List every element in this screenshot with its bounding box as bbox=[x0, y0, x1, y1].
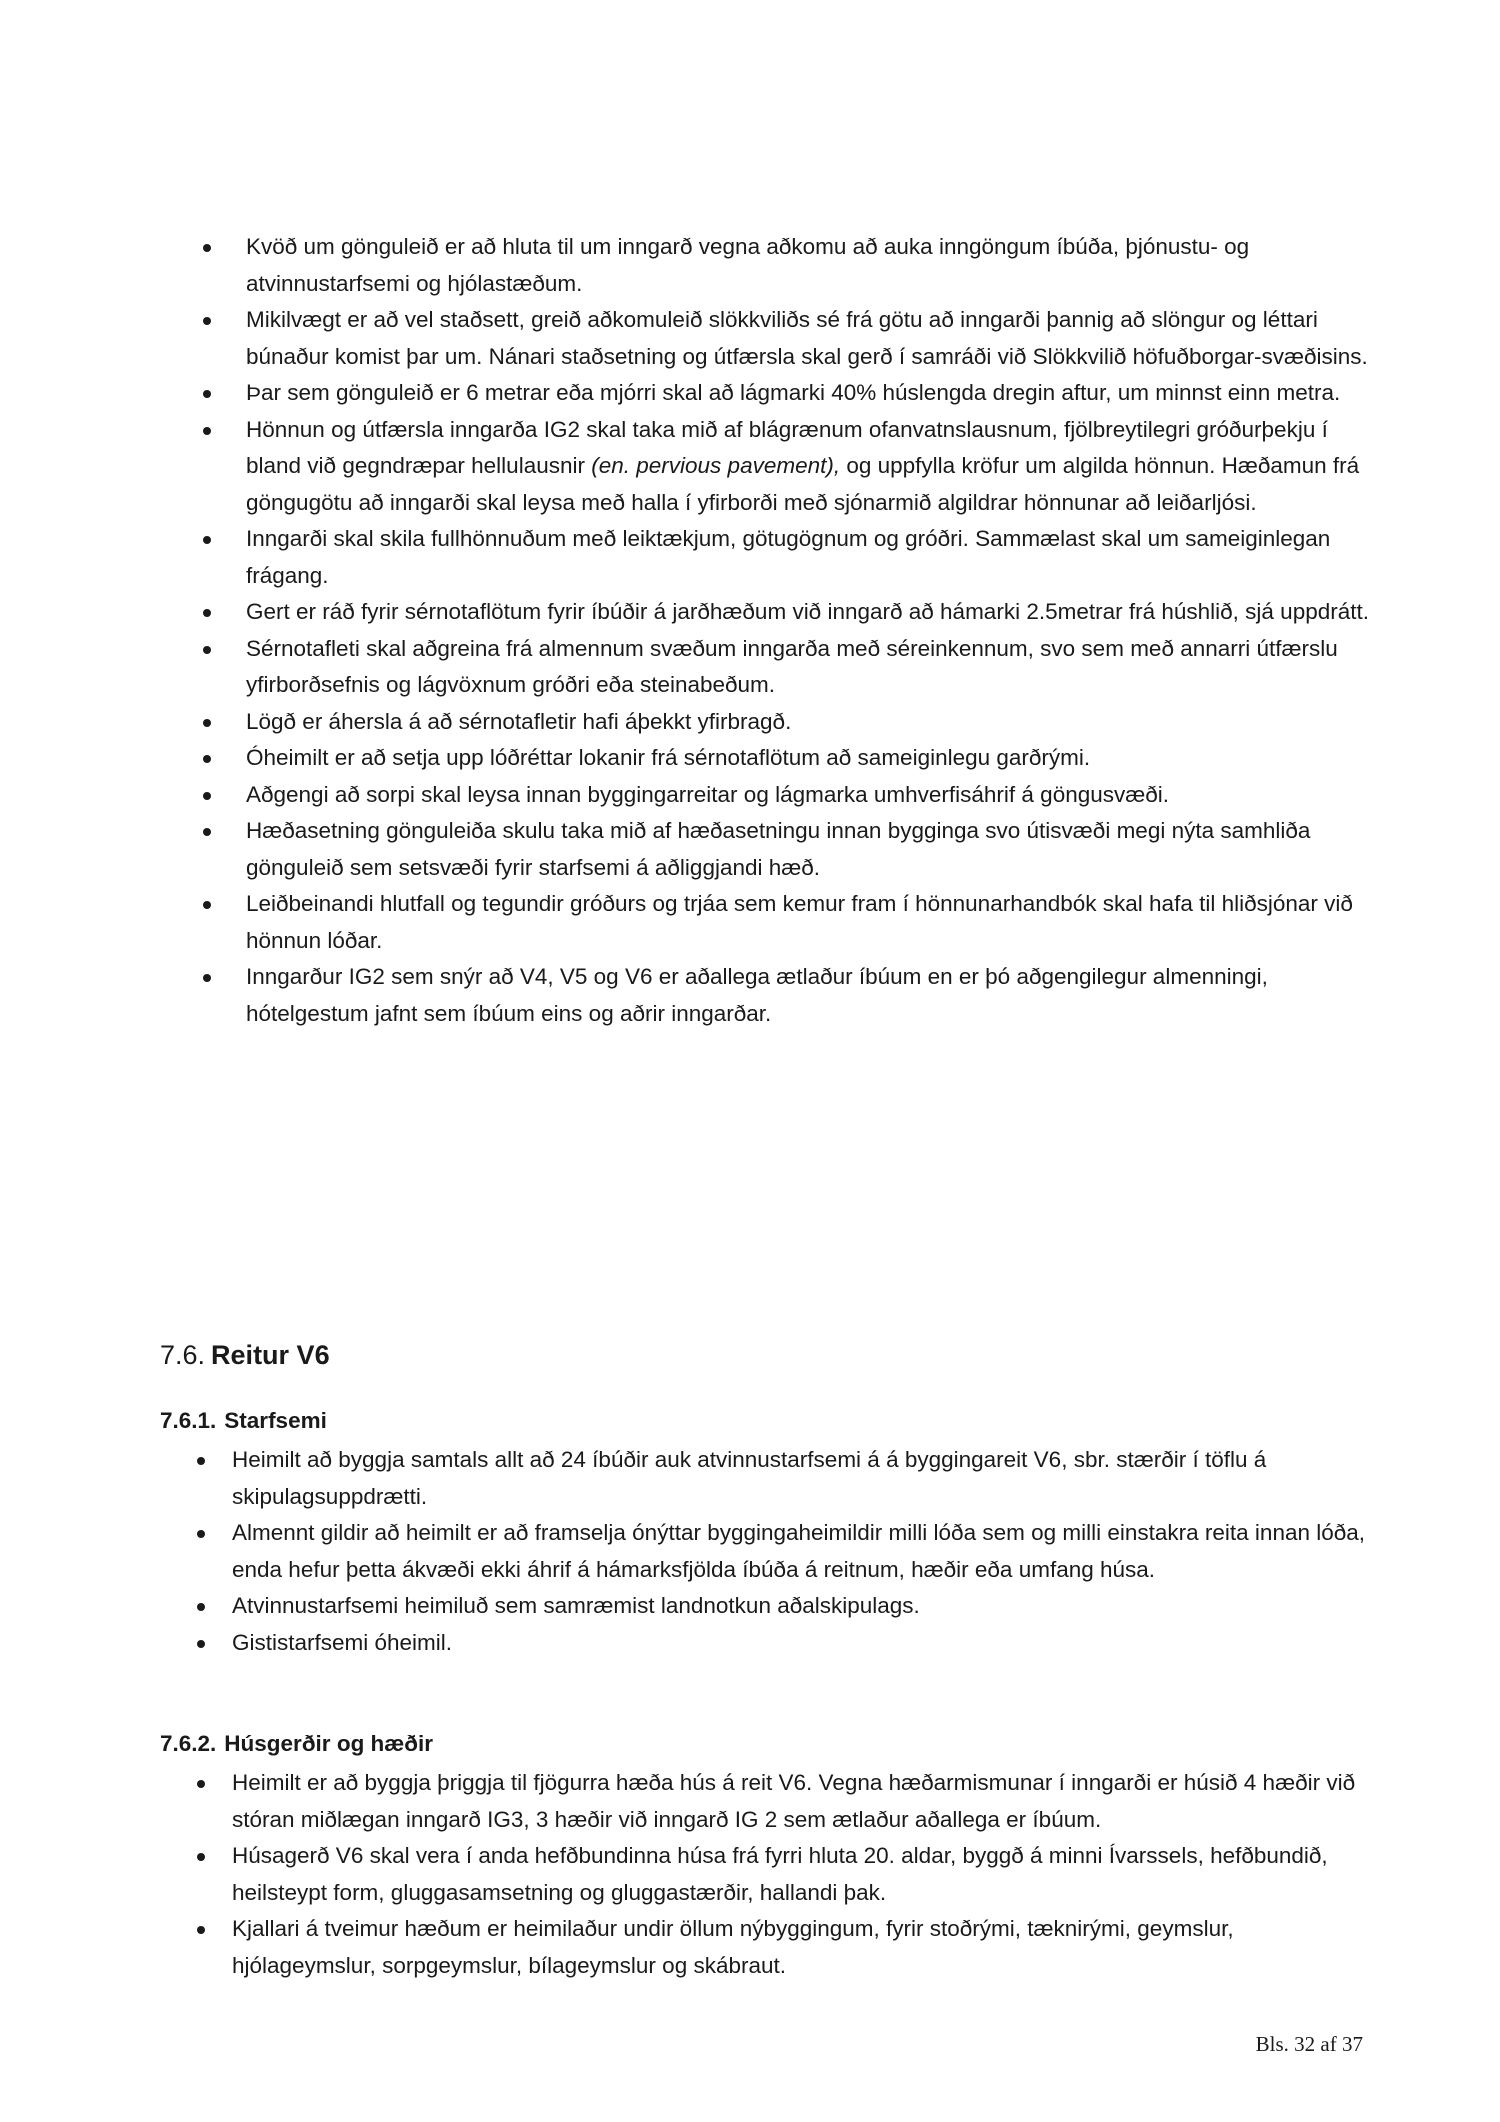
intro-bullet-list bbox=[246, 229, 1381, 1032]
list-item bbox=[232, 1765, 1382, 1838]
bullet-text-part: Hönnun og útfærsla inngarða IG2 skal taka mið af blágrænum ofanvatnslausnum, fjölbreytilegri gróðurþekju í bland við gegndræpar hellulausnir bbox=[246, 416, 1328, 478]
bullet-icon bbox=[203, 755, 211, 763]
bullet-text-italic: (en. pervious pavement), bbox=[591, 453, 841, 478]
bullet-icon bbox=[203, 792, 211, 800]
bullet-icon bbox=[203, 536, 211, 544]
bullet-text: Húsagerð V6 skal vera í anda hefðbundinna húsa frá fyrri hluta 20. aldar, byggð á minni Ívarssels, hefðbundið, heilsteypt form, gluggasamsetning og gluggastærðir, hallandi þak. bbox=[232, 1843, 1328, 1905]
bullet-text: Inngarður IG2 sem snýr að V4, V5 og V6 er aðallega ætlaður íbúum en er þó aðgengilegur almenningi, hótelgestum jafnt sem íbúum eins og aðrir inngarðar. bbox=[246, 964, 1268, 1026]
bullet-text: Mikilvægt er að vel staðsett, greið aðkomuleið slökkviliðs sé frá götu að inngarði þannig að slöngur og léttari búnaður komist þar um. Nánari staðsetning og útfærsla skal gerð í samráði við Slökkvilið höfuðborgar-svæðisins. bbox=[246, 307, 1368, 369]
bullet-icon bbox=[197, 1853, 205, 1861]
list-item bbox=[246, 740, 1381, 777]
bullet-text: Atvinnustarfsemi heimiluð sem samræmist landnotkun aðalskipulags. bbox=[232, 1593, 920, 1618]
list-item bbox=[232, 1911, 1382, 1984]
bullet-icon bbox=[197, 1530, 205, 1538]
list-item bbox=[232, 1515, 1382, 1588]
bullet-text: Aðgengi að sorpi skal leysa innan byggingarreitar og lágmarka umhverfisáhrif á göngusvæði. bbox=[246, 781, 1170, 807]
bullet-icon bbox=[197, 1457, 205, 1465]
list-item bbox=[246, 594, 1381, 631]
bullet-icon bbox=[197, 1780, 205, 1788]
list-item bbox=[232, 1625, 1382, 1662]
bullet-text: Heimilt að byggja samtals allt að 24 íbúðir auk atvinnustarfsemi á á byggingareit V6, sbr. stærðir í töflu á skipulagsuppdrætti. bbox=[232, 1447, 1267, 1509]
page-number: Bls. 32 af 37 bbox=[1255, 2032, 1363, 2056]
list-item bbox=[232, 1442, 1382, 1515]
list-item bbox=[246, 704, 1381, 741]
list-item bbox=[246, 412, 1381, 522]
bullet-text: Hæðasetning gönguleiða skulu taka mið af hæðasetningu innan bygginga svo útisvæði megi nýta samhliða gönguleið sem setsvæði fyrir starfsemi á aðliggjandi hæð. bbox=[246, 818, 1311, 880]
section-title: Reitur V6 bbox=[211, 1340, 330, 1370]
husgerdir-bullet-list bbox=[232, 1765, 1382, 1984]
bullet-text: Almennt gildir að heimilt er að framselja ónýttar byggingaheimildir milli lóða sem og milli einstakra reita innan lóða, enda hefur þetta ákvæði ekki áhrif á hámarksfjölda íbúða á reitnum, hæðir eða umfang húsa. bbox=[232, 1520, 1366, 1582]
bullet-text: Þar sem gönguleið er 6 metrar eða mjórri skal að lágmarki 40% húslengda dregin aftur, um minnst einn metra. bbox=[246, 380, 1341, 405]
bullet-icon bbox=[203, 901, 211, 909]
list-item bbox=[246, 521, 1381, 594]
bullet-icon bbox=[197, 1603, 205, 1611]
bullet-icon bbox=[203, 317, 211, 325]
list-item bbox=[246, 959, 1381, 1032]
bullet-icon bbox=[203, 427, 211, 435]
section-number: 7.6. bbox=[160, 1340, 206, 1370]
bullet-text: Kvöð um gönguleið er að hluta til um inngarð vegna aðkomu að auka inngöngum íbúða, þjónustu- og atvinnustarfsemi og hjólastæðum. bbox=[246, 234, 1250, 296]
subsection-heading-starfsemi bbox=[160, 1408, 327, 1434]
bullet-text: Kjallari á tveimur hæðum er heimilaður undir öllum nýbyggingum, fyrir stoðrými, tæknirými, geymslur, hjólageymslur, sorpgeymslur, bílageymslur og skábraut. bbox=[232, 1916, 1234, 1978]
list-item bbox=[246, 302, 1381, 375]
bullet-icon bbox=[203, 719, 211, 727]
starfsemi-bullet-list bbox=[232, 1442, 1382, 1661]
bullet-icon bbox=[203, 244, 211, 252]
list-item bbox=[246, 886, 1381, 959]
bullet-icon bbox=[197, 1640, 205, 1648]
list-item bbox=[232, 1588, 1382, 1625]
list-item bbox=[246, 813, 1381, 886]
bullet-text: Gert er ráð fyrir sérnotaflötum fyrir íbúðir á jarðhæðum við inngarð að hámarki 2.5metrar frá húshlið, sjá uppdrátt. bbox=[246, 599, 1369, 624]
list-item bbox=[246, 777, 1381, 814]
subsection-number: 7.6.2. bbox=[160, 1731, 217, 1756]
bullet-icon bbox=[203, 390, 211, 398]
bullet-text: Leiðbeinandi hlutfall og tegundir gróðurs og trjáa sem kemur fram í hönnunarhandbók skal hafa til hliðsjónar við hönnun lóðar. bbox=[246, 891, 1353, 953]
bullet-text-part: og uppfylla kröfur um algilda hönnun. Hæðamun frá göngugötu að inngarði skal leysa með halla í yfirborði með sjónarmið algildrar hönnunar að leiðarljósi. bbox=[246, 453, 1360, 515]
bullet-icon bbox=[203, 609, 211, 617]
subsection-number: 7.6.1. bbox=[160, 1408, 217, 1433]
list-item bbox=[246, 229, 1381, 302]
bullet-text: Óheimilt er að setja upp lóðréttar lokanir frá sérnotaflötum að sameiginlegu garðrými. bbox=[246, 745, 1091, 770]
bullet-icon bbox=[203, 974, 211, 982]
bullet-text: Lögð er áhersla á að sérnotafletir hafi áþekkt yfirbragð. bbox=[246, 708, 792, 734]
bullet-text: Sérnotafleti skal aðgreina frá almennum svæðum inngarða með séreinkennum, svo sem með annarri útfærslu yfirborðsefnis og lágvöxnum gróðri eða steinabeðum. bbox=[246, 635, 1338, 697]
bullet-icon bbox=[197, 1926, 205, 1934]
list-item bbox=[246, 375, 1381, 412]
bullet-icon bbox=[203, 646, 211, 654]
subsection-heading-husgerdir bbox=[160, 1731, 433, 1757]
list-item bbox=[246, 631, 1381, 704]
list-item bbox=[232, 1838, 1382, 1911]
subsection-title: Húsgerðir og hæðir bbox=[224, 1731, 434, 1756]
bullet-text: Heimilt er að byggja þriggja til fjögurra hæða hús á reit V6. Vegna hæðarmismunar í inngarði er húsið 4 hæðir við stóran miðlægan inngarð IG3, 3 hæðir við inngarð IG 2 sem ætlaður aðallega er íbúum. bbox=[232, 1770, 1356, 1832]
section-heading bbox=[160, 1340, 330, 1371]
bullet-icon bbox=[203, 828, 211, 836]
subsection-title: Starfsemi bbox=[224, 1408, 327, 1433]
bullet-text: Inngarði skal skila fullhönnuðum með leiktækjum, götugögnum og gróðri. Sammælast skal um sameiginlegan frágang. bbox=[246, 526, 1331, 588]
bullet-text: Gististarfsemi óheimil. bbox=[232, 1629, 453, 1655]
